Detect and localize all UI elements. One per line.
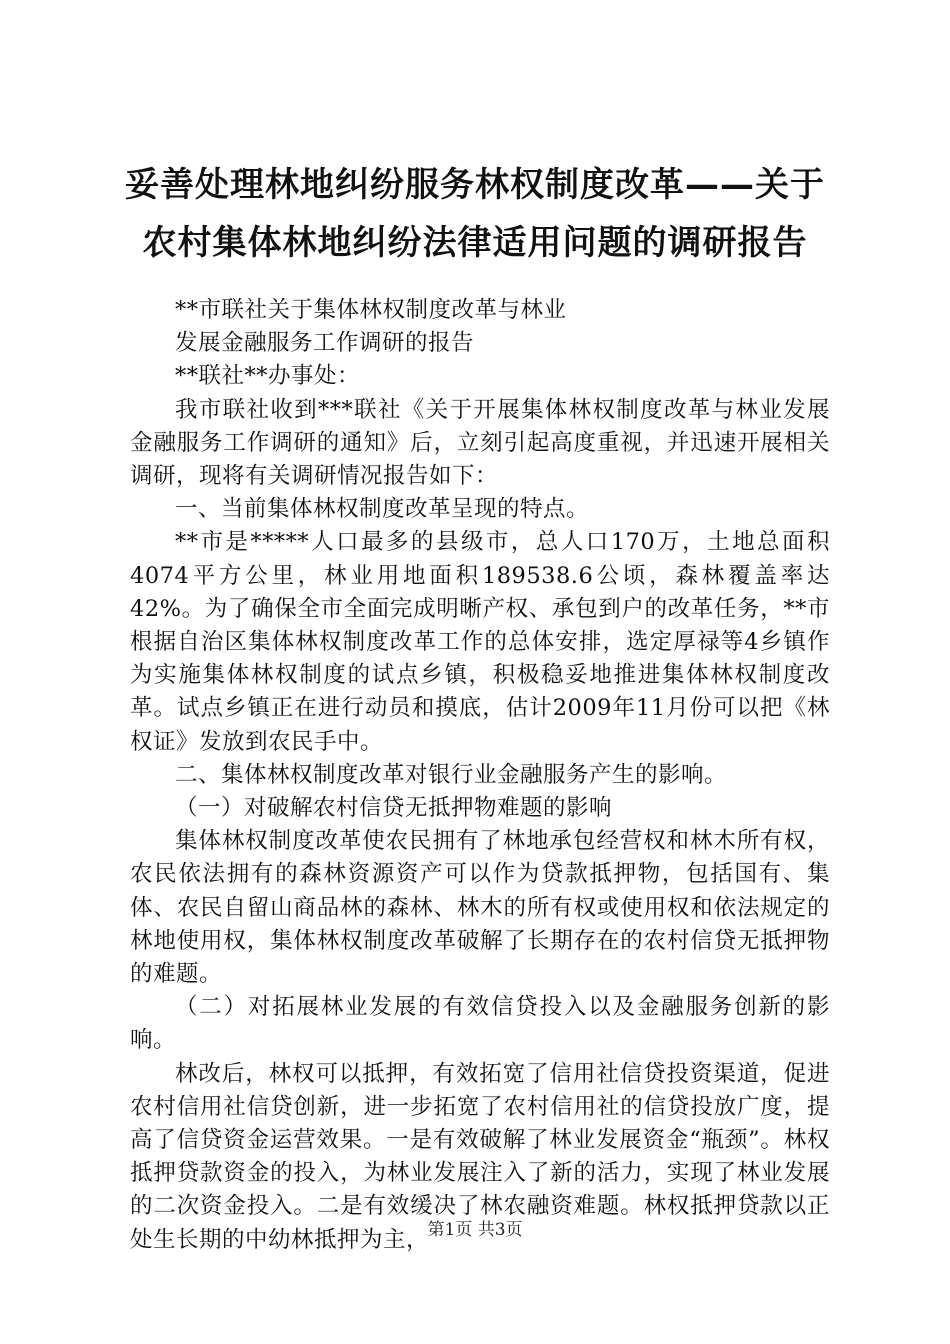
paragraph: **市是*****人口最多的县级市，总人口170万，土地总面积4074平方公里，林业用地面积189538.6公顷，森林覆盖率达42%。为了确保全市全面完成明晰产权、承包到户的改革任务，**市根据自治区集体林权制度改革工作的总体安排，选定厚禄等4乡镇作为实施集体林权制度的试点乡镇，积极稳妥地推进集体林权制度改革。试点乡镇正在进行动员和摸底，估计2009年11月份可以把《林权证》发放到农民手中。	[130, 529, 830, 755]
paragraph: 林改后，林权可以抵押，有效拓宽了信用社信贷投资渠道，促进农村信用社信贷创新，进一步拓宽了农村信用社的信贷投放广度，提高了信贷资金运营效果。一是有效破解了林业发展资金“瓶颈”。林权抵押贷款资金的投入，为林业发展注入了新的活力，实现了林业发展的二次资金投入。二是有效缓决了林农融资难题。林权抵押贷款以正处生长期的中幼林抵押为主，	[130, 1060, 830, 1253]
document-title-line-2: 农村集体林地纠纷法律适用问题的调研报告	[142, 223, 808, 263]
document-title-line-1: 妥善处理林地纠纷服务林权制度改革——关于	[125, 165, 825, 205]
addressee: **联社**办事处：	[175, 363, 361, 390]
paragraph: 我市联社收到***联社《关于开展集体林权制度改革与林业发展金融服务工作调研的通知》后，立刻引起高度重视，并迅速开展相关调研，现将有关调研情况报告如下：	[130, 396, 830, 490]
report-subtitle-line-1: **市联社关于集体林权制度改革与林业	[175, 297, 567, 323]
subsection-heading: （一）对破解农村信贷无抵押物难题的影响	[175, 795, 613, 822]
report-subtitle-line-2: 发展金融服务工作调研的报告	[175, 330, 475, 357]
section-heading: 一、当前集体林权制度改革呈现的特点。	[175, 496, 590, 523]
subsection-heading: （二）对拓展林业发展的有效信贷投入以及金融服务创新的影响。	[130, 994, 830, 1054]
document-body	[130, 294, 830, 1257]
page-footer: 第1页 共3页	[427, 1220, 523, 1240]
section-heading: 二、集体林权制度改革对银行业金融服务产生的影响。	[175, 761, 728, 788]
paragraph: 集体林权制度改革使农民拥有了林地承包经营权和林木所有权，农民依法拥有的森林资源资产可以作为贷款抵押物，包括国有、集体、农民自留山商品林的森林、林木的所有权或使用权和依法规定的林地使用权，集体林权制度改革破解了长期存在的农村信贷无抵押物的难题。	[130, 828, 830, 988]
